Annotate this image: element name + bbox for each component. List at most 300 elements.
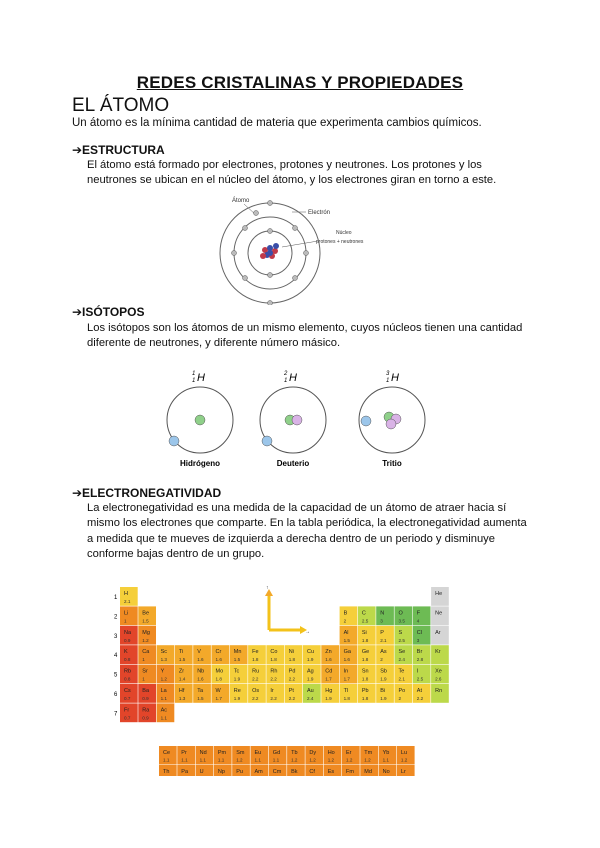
element-cell-te xyxy=(395,665,413,684)
element-symbol: Cm xyxy=(272,769,282,775)
element-symbol: Pu xyxy=(236,769,243,775)
element-electronegativity: 1.7 xyxy=(343,676,350,682)
element-electronegativity: 2.8 xyxy=(416,657,424,663)
element-electronegativity: 1.6 xyxy=(197,676,204,682)
element-electronegativity: 1.6 xyxy=(343,657,350,663)
estructura-line-1: El átomo está formado por electrones, protones y neutrones. Los protones y los xyxy=(87,159,482,171)
tritium-mass-number: 3 xyxy=(386,371,390,377)
element-electronegativity: 1.1 xyxy=(181,757,188,763)
element-symbol: Ce xyxy=(163,750,171,756)
lanthanide-cell-nd xyxy=(196,746,214,765)
element-symbol: Tm xyxy=(364,750,373,756)
element-symbol: Nb xyxy=(197,668,205,675)
element-cell-se xyxy=(395,645,413,664)
element-symbol: Ho xyxy=(327,750,335,756)
element-symbol: Pr xyxy=(181,750,187,756)
element-symbol: Mn xyxy=(233,649,242,656)
element-symbol: Yb xyxy=(382,750,390,756)
element-cell-kr xyxy=(431,645,449,664)
nucleus xyxy=(260,243,279,259)
element-symbol: Nd xyxy=(199,750,207,756)
actinide-cell-fm xyxy=(342,765,360,776)
element-symbol: Y xyxy=(160,668,165,675)
lanthanide-cell-lu xyxy=(397,746,415,765)
element-symbol: Se xyxy=(398,649,406,656)
deuterium-name: Deuterio xyxy=(276,459,310,468)
element-symbol: Pt xyxy=(288,688,294,694)
element-symbol: Ti xyxy=(178,649,184,656)
element-cell-i xyxy=(413,665,431,684)
element-electronegativity: 2.2 xyxy=(288,696,296,701)
element-electronegativity: 3.5 xyxy=(398,618,405,624)
element-electronegativity: 1.5 xyxy=(178,657,186,663)
element-cell-c xyxy=(358,606,376,625)
element-cell-as xyxy=(376,645,394,664)
main-table-cells xyxy=(120,587,449,722)
element-electronegativity: 1.9 xyxy=(325,696,332,701)
element-symbol: Er xyxy=(346,750,352,756)
element-electronegativity: 1 xyxy=(142,676,145,682)
element-electronegativity: 1.3 xyxy=(178,696,186,701)
element-cell-pd xyxy=(285,665,303,684)
element-symbol: N xyxy=(380,610,385,617)
element-cell-he xyxy=(431,587,449,606)
element-electronegativity: 1.1 xyxy=(272,757,280,763)
element-electronegativity: 1.9 xyxy=(233,696,241,701)
element-symbol: Pd xyxy=(288,668,296,675)
element-cell-b xyxy=(340,606,358,625)
element-electronegativity: 3 xyxy=(380,618,383,624)
element-electronegativity: 1.2 xyxy=(291,757,298,763)
element-symbol: As xyxy=(380,649,387,656)
element-electronegativity: 1.6 xyxy=(197,657,204,663)
actinide-cell-cf xyxy=(305,765,323,776)
element-electronegativity: 2.2 xyxy=(270,696,277,701)
element-electronegativity: 1.8 xyxy=(361,657,369,663)
hydrogen-atomic-number: 1 xyxy=(192,378,196,384)
electronegatividad-paragraph xyxy=(87,501,537,563)
electronegatividad-line-3: a medida que te mueves de izquierda a derecha dentro de un periodo y disminuye xyxy=(87,532,495,545)
element-symbol: Os xyxy=(252,688,260,694)
period-labels xyxy=(114,595,118,717)
actinide-cell-pu xyxy=(232,765,250,776)
element-symbol: Au xyxy=(307,688,314,694)
element-symbol: Np xyxy=(217,769,225,775)
element-cell-br xyxy=(413,645,431,664)
element-cell-hf xyxy=(175,684,193,703)
element-symbol: Th xyxy=(163,769,170,775)
element-symbol: F xyxy=(416,610,421,617)
element-symbol: S xyxy=(398,629,403,636)
element-symbol: Na xyxy=(124,629,132,636)
element-symbol: V xyxy=(197,649,201,656)
element-cell-nb xyxy=(193,665,211,684)
isotope-hydrogen xyxy=(167,371,233,468)
element-symbol: H xyxy=(124,591,128,597)
element-cell-ir xyxy=(266,684,284,703)
element-symbol: Ga xyxy=(343,649,351,656)
element-electronegativity: 1.5 xyxy=(197,696,204,701)
element-symbol: Pb xyxy=(361,688,369,694)
element-cell-ca xyxy=(138,645,156,664)
lanthanide-cell-tb xyxy=(287,746,305,765)
deuterium-symbol: H xyxy=(289,372,297,384)
element-electronegativity: 2.2 xyxy=(252,696,259,701)
element-cell-cr xyxy=(212,645,230,664)
deuterium-mass-number: 2 xyxy=(284,371,288,377)
element-symbol: Re xyxy=(233,688,241,694)
element-electronegativity: 1.9 xyxy=(380,696,387,701)
element-cell-bg xyxy=(413,606,431,625)
element-electronegativity: 1.8 xyxy=(343,696,350,701)
element-electronegativity: 1.8 xyxy=(361,696,369,701)
element-symbol: B xyxy=(343,610,348,617)
element-symbol: Ca xyxy=(142,649,150,656)
element-symbol: Al xyxy=(343,629,349,636)
hydrogen-symbol: H xyxy=(197,372,205,384)
element-electronegativity: 1.1 xyxy=(199,757,206,763)
element-symbol: La xyxy=(160,688,167,694)
element-symbol: Sr xyxy=(142,668,148,675)
isotopes-diagram xyxy=(160,365,440,473)
estructura-heading: ➔ESTRUCTURA xyxy=(72,143,165,157)
lanthanide-cell-tm xyxy=(360,746,378,765)
electronegatividad-line-4: conforme bajas dentro de un grupo. xyxy=(87,548,265,561)
element-symbol: Ru xyxy=(252,668,260,675)
element-symbol: Bi xyxy=(380,688,386,694)
element-symbol: Sn xyxy=(361,668,369,675)
element-cell-rh xyxy=(266,665,284,684)
element-cell-w xyxy=(212,684,230,703)
element-cell-bg xyxy=(340,606,358,625)
element-symbol: At xyxy=(416,688,423,694)
element-symbol: Sb xyxy=(380,668,387,675)
element-cell-mg xyxy=(138,626,156,645)
element-cell-k xyxy=(120,645,138,664)
element-electronegativity: 1.2 xyxy=(400,757,408,763)
element-electronegativity: 2.6 xyxy=(435,676,442,682)
element-electronegativity: 1.9 xyxy=(307,657,314,663)
element-symbol: Ar xyxy=(435,629,441,636)
element-electronegativity: 0.9 xyxy=(142,715,149,721)
element-symbol: W xyxy=(215,688,221,694)
actinide-cell-np xyxy=(214,765,232,776)
document-title: REDES CRISTALINAS Y PROPIEDADES xyxy=(136,73,464,92)
element-symbol: Kr xyxy=(435,649,441,656)
element-symbol: No xyxy=(382,769,390,775)
element-cell-ar xyxy=(431,626,449,645)
f-block-cells xyxy=(159,746,415,776)
element-cell-hg xyxy=(321,684,339,703)
element-electronegativity: 2.1 xyxy=(380,637,387,643)
element-electronegativity: 0.9 xyxy=(142,696,149,701)
element-electronegativity: 1.3 xyxy=(160,657,167,663)
element-symbol: Rn xyxy=(435,688,443,694)
element-symbol: Rh xyxy=(270,668,278,675)
element-electronegativity: 1.2 xyxy=(142,637,149,643)
element-symbol: Xe xyxy=(435,668,442,675)
lanthanide-cell-pr xyxy=(177,746,195,765)
element-cell-pt xyxy=(285,684,303,703)
element-electronegativity: 1.2 xyxy=(346,757,353,763)
element-cell-o xyxy=(395,606,413,625)
element-cell-bg xyxy=(120,606,138,625)
element-cell-be xyxy=(138,606,156,625)
element-cell-ru xyxy=(248,665,266,684)
section-heading: EL ÁTOMO xyxy=(72,95,170,116)
element-electronegativity: 1.7 xyxy=(215,696,222,701)
element-electronegativity: 2.1 xyxy=(124,599,131,604)
element-symbol: O xyxy=(398,610,403,617)
element-cell-bi xyxy=(376,684,394,703)
isotopos-heading: ➔ISÓTOPOS xyxy=(72,305,145,319)
element-electronegativity: 1.7 xyxy=(325,676,332,682)
element-symbol: Cu xyxy=(307,649,315,656)
element-electronegativity: 1.2 xyxy=(160,676,167,682)
element-symbol: U xyxy=(199,769,204,775)
element-symbol: Hf xyxy=(178,688,185,694)
lanthanide-cell-yb xyxy=(379,746,397,765)
element-electronegativity: 1.5 xyxy=(233,657,241,663)
element-cell-s xyxy=(395,626,413,645)
element-cell-rb xyxy=(120,665,138,684)
atom-label: Átomo xyxy=(232,198,250,204)
element-electronegativity: 1.2 xyxy=(236,757,243,763)
actinide-cell-bk xyxy=(287,765,305,776)
element-symbol: Am xyxy=(254,769,263,775)
element-cell-f xyxy=(413,606,431,625)
isotopos-paragraph xyxy=(87,321,537,352)
element-symbol: Cl xyxy=(416,629,423,636)
element-symbol: C xyxy=(361,610,366,617)
element-symbol: Ta xyxy=(197,688,204,694)
element-cell-ra xyxy=(138,703,156,722)
element-electronegativity: 1.6 xyxy=(325,657,332,663)
element-electronegativity: 2.1 xyxy=(398,676,405,682)
element-cell-xe xyxy=(431,665,449,684)
element-symbol: Sm xyxy=(236,750,245,756)
actinide-cell-am xyxy=(251,765,269,776)
element-electronegativity: 1.5 xyxy=(142,618,149,624)
isotope-deuterium xyxy=(260,371,326,468)
svg-text:→: → xyxy=(305,629,310,635)
element-electronegativity: 1.5 xyxy=(343,637,350,643)
element-symbol: Ag xyxy=(307,668,314,675)
element-cell-ne xyxy=(431,606,449,625)
element-symbol: Hg xyxy=(325,688,333,694)
element-electronegativity: 1 xyxy=(124,618,127,624)
actinide-cell-md xyxy=(360,765,378,776)
element-electronegativity: 2.5 xyxy=(361,618,369,624)
element-cell-ac xyxy=(157,703,175,722)
element-symbol: Br xyxy=(416,649,423,656)
element-cell-cs xyxy=(120,684,138,703)
element-symbol: Ac xyxy=(160,707,168,714)
element-electronegativity: 1.4 xyxy=(178,676,186,682)
element-electronegativity: 0.8 xyxy=(124,676,131,682)
element-symbol: Ir xyxy=(270,688,274,694)
element-electronegativity: 2.2 xyxy=(270,676,277,682)
trend-arrows xyxy=(265,585,310,635)
element-cell-mo xyxy=(212,665,230,684)
element-cell-sb xyxy=(376,665,394,684)
element-symbol: Be xyxy=(142,610,150,617)
element-electronegativity: 1.8 xyxy=(215,676,222,682)
element-electronegativity: 2.4 xyxy=(398,657,405,663)
element-cell-zn xyxy=(321,645,339,664)
element-cell-po xyxy=(395,684,413,703)
lanthanide-cell-ho xyxy=(324,746,342,765)
element-symbol: Cs xyxy=(124,688,131,694)
element-symbol: Lu xyxy=(400,750,408,756)
element-cell-fr xyxy=(120,703,138,722)
element-electronegativity: 2.2 xyxy=(252,676,259,682)
actinide-cell-es xyxy=(324,765,342,776)
intro-text: Un átomo es la mínima cantidad de materia que experimenta cambios químicos. xyxy=(72,117,482,129)
estructura-line-2: neutrones se ubican en el núcleo del átomo, y los electrones giran en torno a este. xyxy=(87,174,497,187)
element-symbol: Cr xyxy=(215,649,222,656)
actinide-cell-lr xyxy=(397,765,415,776)
period-label: 7 xyxy=(114,711,118,718)
element-symbol: Dy xyxy=(309,750,317,756)
lanthanide-cell-sm xyxy=(232,746,250,765)
element-symbol: Fe xyxy=(252,649,259,656)
element-symbol: Tb xyxy=(291,750,298,756)
element-cell-cl xyxy=(413,626,431,645)
element-cell-co xyxy=(266,645,284,664)
element-electronegativity: 1.1 xyxy=(163,757,170,763)
element-symbol: Li xyxy=(124,610,129,617)
element-electronegativity: 0.7 xyxy=(124,696,131,701)
element-symbol: Eu xyxy=(254,750,262,756)
element-symbol: In xyxy=(343,668,349,675)
deuterium-atomic-number: 1 xyxy=(284,378,288,384)
atom-structure-diagram xyxy=(210,193,390,305)
element-symbol: Mo xyxy=(215,668,224,675)
element-symbol: Co xyxy=(270,649,278,656)
element-electronegativity: 0.7 xyxy=(124,715,131,721)
element-symbol: Md xyxy=(364,769,372,775)
element-symbol: He xyxy=(435,591,443,597)
estructura-paragraph xyxy=(87,158,537,189)
period-label: 3 xyxy=(114,633,118,640)
lanthanide-cell-ce xyxy=(159,746,177,765)
element-electronegativity: 2.2 xyxy=(288,676,296,682)
element-symbol: Ne xyxy=(435,610,443,617)
element-cell-li xyxy=(120,606,138,625)
element-electronegativity: 1.9 xyxy=(307,676,314,682)
element-cell-ag xyxy=(303,665,321,684)
actinide-cell-pa xyxy=(177,765,195,776)
element-symbol: Ba xyxy=(142,688,150,694)
element-cell-ti xyxy=(175,645,193,664)
element-symbol: Gd xyxy=(272,750,281,756)
isotope-tritium xyxy=(359,371,425,468)
element-electronegativity: 2.5 xyxy=(398,637,405,643)
element-electronegativity: 0.8 xyxy=(124,657,131,663)
element-electronegativity: 1.1 xyxy=(217,757,225,763)
element-electronegativity: 1.8 xyxy=(288,657,296,663)
element-electronegativity: 2.5 xyxy=(416,676,424,682)
electronegatividad-line-1: La electronegatividad es una medida de la capacidad de un átomo de atraer hacia sí xyxy=(87,502,507,514)
period-label: 5 xyxy=(114,672,118,679)
element-cell-tc xyxy=(230,665,248,684)
element-cell-ge xyxy=(358,645,376,664)
element-electronegativity: 3 xyxy=(416,637,420,643)
element-symbol: Ni xyxy=(288,649,294,656)
element-cell-ni xyxy=(285,645,303,664)
element-electronegativity: 1.6 xyxy=(215,657,222,663)
element-cell-ga xyxy=(340,645,358,664)
element-cell-y xyxy=(157,665,175,684)
tritium-symbol: H xyxy=(391,372,399,384)
element-electronegativity: 1.2 xyxy=(364,757,371,763)
element-electronegativity: 2.2 xyxy=(416,696,424,701)
actinide-cell-cm xyxy=(269,765,287,776)
element-electronegativity: 1.1 xyxy=(160,715,167,721)
period-label: 1 xyxy=(114,595,118,601)
element-electronegativity: 1.9 xyxy=(233,676,241,682)
element-symbol: Fr xyxy=(124,707,130,714)
element-electronegativity: 2 xyxy=(343,618,347,624)
element-cell-in xyxy=(340,665,358,684)
actinide-cell-u xyxy=(196,765,214,776)
svg-text:↑: ↑ xyxy=(266,585,269,591)
element-symbol: Rb xyxy=(124,668,132,675)
element-symbol: Sc xyxy=(160,649,168,656)
element-cell-zr xyxy=(175,665,193,684)
element-symbol: Zn xyxy=(325,649,332,656)
element-electronegativity: 1.8 xyxy=(270,657,277,663)
element-symbol: Bk xyxy=(291,769,298,775)
element-cell-fe xyxy=(248,645,266,664)
period-label: 6 xyxy=(114,692,118,698)
isotopos-line-2: diferente de neutrones, y diferente número másico. xyxy=(87,337,341,350)
element-cell-sr xyxy=(138,665,156,684)
element-symbol: Po xyxy=(398,688,406,694)
element-cell-cu xyxy=(303,645,321,664)
element-symbol: Pa xyxy=(181,769,189,775)
element-cell-au xyxy=(303,684,321,703)
actinide-cell-no xyxy=(379,765,397,776)
element-symbol: P xyxy=(380,629,384,636)
element-cell-pb xyxy=(358,684,376,703)
hydrogen-name: Hidrógeno xyxy=(180,459,220,468)
lanthanide-cell-dy xyxy=(305,746,323,765)
element-electronegativity: 1 xyxy=(142,657,145,663)
lanthanide-cell-gd xyxy=(269,746,287,765)
element-cell-v xyxy=(193,645,211,664)
element-symbol: Cd xyxy=(325,668,333,675)
protons-neutrons-label: protones + neutrones xyxy=(316,239,364,245)
element-cell-na xyxy=(120,626,138,645)
element-symbol: Ge xyxy=(361,649,370,656)
element-symbol: Te xyxy=(398,668,405,675)
element-symbol: I xyxy=(416,668,419,675)
element-electronegativity: 1.1 xyxy=(382,757,389,763)
lanthanide-cell-eu xyxy=(251,746,269,765)
element-symbol: Cf xyxy=(309,769,315,775)
tritium-name: Tritio xyxy=(382,459,402,468)
element-cell-cd xyxy=(321,665,339,684)
element-electronegativity: 2.4 xyxy=(307,696,314,701)
actinide-cell-th xyxy=(159,765,177,776)
lanthanide-cell-er xyxy=(342,746,360,765)
element-cell-h xyxy=(120,587,138,606)
element-cell-os xyxy=(248,684,266,703)
element-electronegativity: 2 xyxy=(380,657,383,663)
element-symbol: Fm xyxy=(346,769,354,775)
